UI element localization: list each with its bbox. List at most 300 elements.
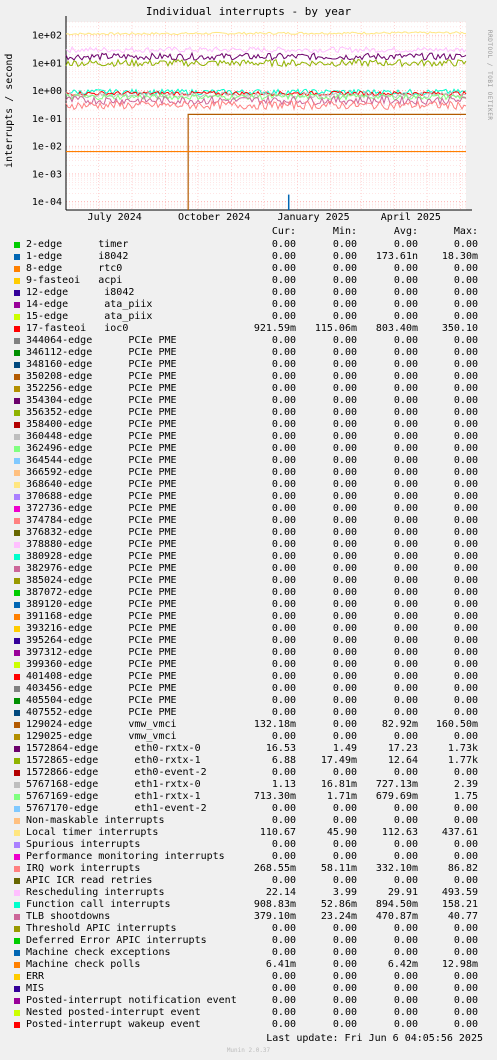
legend-label: 129024-edge vmw_vmci xyxy=(26,719,177,730)
legend-swatch xyxy=(14,974,20,980)
legend-min-value: 0.00 xyxy=(332,347,357,358)
legend-label: Threshold APIC interrupts xyxy=(26,923,177,934)
legend-label: 376832-edge PCIe PME xyxy=(26,527,177,538)
legend-row xyxy=(0,467,497,479)
legend-min-value: 0.00 xyxy=(332,1007,357,1018)
legend-min-value: 45.90 xyxy=(326,827,357,838)
legend-avg-value: 0.00 xyxy=(393,875,418,886)
legend-row xyxy=(0,923,497,935)
legend-swatch xyxy=(14,554,20,560)
legend-label: Deferred Error APIC interrupts xyxy=(26,935,207,946)
legend-swatch xyxy=(14,446,20,452)
legend-cur-value: 0.00 xyxy=(271,671,296,682)
legend-row xyxy=(0,443,497,455)
legend-row xyxy=(0,887,497,899)
legend-label: 5767169-edge eth1-rxtx-1 xyxy=(26,791,201,802)
legend-swatch xyxy=(14,338,20,344)
legend-swatch xyxy=(14,998,20,1004)
legend-max-value: 493.59 xyxy=(441,887,478,898)
legend-avg-value: 0.00 xyxy=(393,647,418,658)
legend-swatch xyxy=(14,782,20,788)
legend-max-value: 18.30m xyxy=(441,251,478,262)
y-tick-label: 1e-02 xyxy=(31,141,62,153)
legend-label: 372736-edge PCIe PME xyxy=(26,503,177,514)
legend-label: 387072-edge PCIe PME xyxy=(26,587,177,598)
x-tick-label: July 2024 xyxy=(87,212,142,223)
legend-cur-value: 921.59m xyxy=(253,323,296,334)
legend-max-value: 0.00 xyxy=(453,695,478,706)
legend-row xyxy=(0,707,497,719)
legend-avg-value: 470.87m xyxy=(375,911,418,922)
legend-label: Local timer interrupts xyxy=(26,827,159,838)
legend-swatch xyxy=(14,866,20,872)
legend-label: 358400-edge PCIe PME xyxy=(26,419,177,430)
legend-label: 14-edge ata_piix xyxy=(26,299,153,310)
legend-cur-value: 0.00 xyxy=(271,455,296,466)
legend-row xyxy=(0,767,497,779)
legend-swatch xyxy=(14,698,20,704)
legend-min-value: 0.00 xyxy=(332,287,357,298)
legend-avg-value: 0.00 xyxy=(393,947,418,958)
legend-swatch xyxy=(14,890,20,896)
legend-cur-value: 0.00 xyxy=(271,335,296,346)
legend-swatch xyxy=(14,410,20,416)
legend-cur-value: 0.00 xyxy=(271,443,296,454)
legend-row xyxy=(0,839,497,851)
legend-row xyxy=(0,743,497,755)
legend-max-value: 158.21 xyxy=(441,899,478,910)
legend-min-value: 0.00 xyxy=(332,431,357,442)
y-tick-label: 1e-01 xyxy=(31,113,62,125)
legend-cur-value: 0.00 xyxy=(271,527,296,538)
legend-min-value: 1.71m xyxy=(326,791,357,802)
legend-max-value: 0.00 xyxy=(453,875,478,886)
legend-label: 1572865-edge eth0-rxtx-1 xyxy=(26,755,201,766)
legend-min-value: 0.00 xyxy=(332,239,357,250)
legend-label: 348160-edge PCIe PME xyxy=(26,359,177,370)
legend-row xyxy=(0,971,497,983)
legend-label: 401408-edge PCIe PME xyxy=(26,671,177,682)
legend-cur-value: 0.00 xyxy=(271,947,296,958)
legend-min-value: 0.00 xyxy=(332,407,357,418)
legend-avg-value: 727.13m xyxy=(375,779,418,790)
legend-label: IRQ work interrupts xyxy=(26,863,141,874)
legend-avg-value: 0.00 xyxy=(393,551,418,562)
y-tick-label: 1e+01 xyxy=(31,58,62,70)
legend-max-value: 0.00 xyxy=(453,467,478,478)
legend-max-value: 0.00 xyxy=(453,419,478,430)
legend-row xyxy=(0,671,497,683)
legend-min-value: 0.00 xyxy=(332,1019,357,1030)
legend-max-value: 0.00 xyxy=(453,599,478,610)
legend-max-value: 0.00 xyxy=(453,935,478,946)
legend-row xyxy=(0,251,497,263)
rrdtool-credit: RRDTOOL / TOBI OETIKER xyxy=(486,30,493,121)
legend-row xyxy=(0,551,497,563)
legend-cur-value: 908.83m xyxy=(253,899,296,910)
legend-label: 1572866-edge eth0-event-2 xyxy=(26,767,207,778)
legend-swatch xyxy=(14,590,20,596)
legend-cur-value: 0.00 xyxy=(271,263,296,274)
legend-swatch xyxy=(14,794,20,800)
legend-label: 350208-edge PCIe PME xyxy=(26,371,177,382)
legend-label: 391168-edge PCIe PME xyxy=(26,611,177,622)
legend-avg-value: 0.00 xyxy=(393,1007,418,1018)
legend-cur-value: 0.00 xyxy=(271,275,296,286)
legend-min-value: 115.06m xyxy=(314,323,357,334)
legend-avg-value: 17.23 xyxy=(387,743,418,754)
legend-cur-value: 0.00 xyxy=(271,971,296,982)
legend-avg-value: 0.00 xyxy=(393,275,418,286)
legend-swatch xyxy=(14,518,20,524)
legend-label: Machine check exceptions xyxy=(26,947,171,958)
legend-row xyxy=(0,323,497,335)
legend-row xyxy=(0,563,497,575)
col-header-min: Min: xyxy=(332,226,357,237)
legend-row xyxy=(0,359,497,371)
legend-min-value: 0.00 xyxy=(332,719,357,730)
legend-max-value: 0.00 xyxy=(453,455,478,466)
legend-swatch xyxy=(14,350,20,356)
legend-swatch xyxy=(14,242,20,248)
y-tick-label: 1e+02 xyxy=(31,30,62,42)
legend-max-value: 0.00 xyxy=(453,1007,478,1018)
legend-max-value: 0.00 xyxy=(453,479,478,490)
legend-cur-value: 6.41m xyxy=(265,959,296,970)
legend-cur-value: 0.00 xyxy=(271,311,296,322)
legend-swatch xyxy=(14,434,20,440)
legend-cur-value: 0.00 xyxy=(271,431,296,442)
legend-avg-value: 6.42m xyxy=(387,959,418,970)
legend-row xyxy=(0,959,497,971)
legend-avg-value: 82.92m xyxy=(381,719,418,730)
legend-label: 356352-edge PCIe PME xyxy=(26,407,177,418)
legend-max-value: 0.00 xyxy=(453,623,478,634)
legend-max-value: 0.00 xyxy=(453,383,478,394)
legend-min-value: 0.00 xyxy=(332,947,357,958)
legend-row xyxy=(0,263,497,275)
legend-cur-value: 0.00 xyxy=(271,839,296,850)
legend-cur-value: 6.88 xyxy=(271,755,296,766)
legend-cur-value: 0.00 xyxy=(271,935,296,946)
legend-row xyxy=(0,515,497,527)
legend-cur-value: 0.00 xyxy=(271,707,296,718)
legend-row xyxy=(0,911,497,923)
legend-row xyxy=(0,827,497,839)
legend-label: 346112-edge PCIe PME xyxy=(26,347,177,358)
legend-row xyxy=(0,455,497,467)
legend-max-value: 0.00 xyxy=(453,671,478,682)
legend-label: MIS xyxy=(26,983,45,994)
legend-label: Rescheduling interrupts xyxy=(26,887,165,898)
legend-min-value: 0.00 xyxy=(332,263,357,274)
legend-row xyxy=(0,779,497,791)
legend-label: 2-edge timer xyxy=(26,239,129,250)
y-tick-label: 1e-04 xyxy=(31,197,62,209)
legend-min-value: 0.00 xyxy=(332,587,357,598)
legend-min-value: 0.00 xyxy=(332,299,357,310)
legend-cur-value: 0.00 xyxy=(271,923,296,934)
legend-avg-value: 0.00 xyxy=(393,599,418,610)
legend-cur-value: 0.00 xyxy=(271,1019,296,1030)
legend-swatch xyxy=(14,362,20,368)
legend-label: 378880-edge PCIe PME xyxy=(26,539,177,550)
legend-avg-value: 0.00 xyxy=(393,623,418,634)
legend-min-value: 17.49m xyxy=(320,755,357,766)
legend-min-value: 0.00 xyxy=(332,815,357,826)
legend-min-value: 0.00 xyxy=(332,731,357,742)
legend-swatch xyxy=(14,374,20,380)
legend-row xyxy=(0,347,497,359)
legend-avg-value: 0.00 xyxy=(393,671,418,682)
legend-label: 366592-edge PCIe PME xyxy=(26,467,177,478)
legend-label: 385024-edge PCIe PME xyxy=(26,575,177,586)
legend-cur-value: 22.14 xyxy=(265,887,296,898)
legend-cur-value: 0.00 xyxy=(271,575,296,586)
legend-min-value: 0.00 xyxy=(332,875,357,886)
legend-min-value: 0.00 xyxy=(332,371,357,382)
legend-avg-value: 0.00 xyxy=(393,983,418,994)
legend-label: 405504-edge PCIe PME xyxy=(26,695,177,706)
legend-swatch xyxy=(14,302,20,308)
legend-row xyxy=(0,755,497,767)
legend-max-value: 0.00 xyxy=(453,923,478,934)
legend-avg-value: 0.00 xyxy=(393,767,418,778)
legend-row xyxy=(0,803,497,815)
legend-max-value: 0.00 xyxy=(453,647,478,658)
legend-cur-value: 0.00 xyxy=(271,695,296,706)
legend-cur-value: 0.00 xyxy=(271,851,296,862)
legend-cur-value: 132.18m xyxy=(253,719,296,730)
legend-min-value: 58.11m xyxy=(320,863,357,874)
legend-row xyxy=(0,611,497,623)
legend-min-value: 0.00 xyxy=(332,767,357,778)
chart-plot xyxy=(0,0,497,226)
legend-max-value: 0.00 xyxy=(453,395,478,406)
legend-min-value: 0.00 xyxy=(332,455,357,466)
legend-max-value: 437.61 xyxy=(441,827,478,838)
legend-swatch xyxy=(14,506,20,512)
legend-min-value: 0.00 xyxy=(332,491,357,502)
legend-row xyxy=(0,575,497,587)
legend-avg-value: 0.00 xyxy=(393,503,418,514)
legend-min-value: 0.00 xyxy=(332,935,357,946)
legend-max-value: 0.00 xyxy=(453,851,478,862)
legend-swatch xyxy=(14,914,20,920)
legend-avg-value: 0.00 xyxy=(393,587,418,598)
legend-cur-value: 0.00 xyxy=(271,587,296,598)
legend-label: ERR xyxy=(26,971,45,982)
legend-cur-value: 379.10m xyxy=(253,911,296,922)
legend-min-value: 0.00 xyxy=(332,671,357,682)
legend-max-value: 0.00 xyxy=(453,551,478,562)
legend-min-value: 0.00 xyxy=(332,467,357,478)
legend-min-value: 0.00 xyxy=(332,311,357,322)
legend-min-value: 0.00 xyxy=(332,983,357,994)
legend-row xyxy=(0,383,497,395)
legend-row xyxy=(0,299,497,311)
legend-label: Spurious interrupts xyxy=(26,839,141,850)
legend-swatch xyxy=(14,926,20,932)
legend-min-value: 0.00 xyxy=(332,995,357,1006)
legend-max-value: 0.00 xyxy=(453,995,478,1006)
legend-cur-value: 0.00 xyxy=(271,287,296,298)
legend-row xyxy=(0,539,497,551)
legend-avg-value: 0.00 xyxy=(393,287,418,298)
legend-swatch xyxy=(14,722,20,728)
legend-swatch xyxy=(14,950,20,956)
legend-max-value: 40.77 xyxy=(447,911,478,922)
legend-label: 399360-edge PCIe PME xyxy=(26,659,177,670)
legend-avg-value: 0.00 xyxy=(393,695,418,706)
legend-max-value: 0.00 xyxy=(453,731,478,742)
legend-avg-value: 0.00 xyxy=(393,539,418,550)
legend-min-value: 0.00 xyxy=(332,851,357,862)
legend-avg-value: 0.00 xyxy=(393,995,418,1006)
legend-label: TLB shootdowns xyxy=(26,911,111,922)
legend-max-value: 12.98m xyxy=(441,959,478,970)
legend-cur-value: 0.00 xyxy=(271,395,296,406)
legend-avg-value: 894.50m xyxy=(375,899,418,910)
legend-cur-value: 0.00 xyxy=(271,539,296,550)
legend-label: 364544-edge PCIe PME xyxy=(26,455,177,466)
legend-label: Function call interrupts xyxy=(26,899,171,910)
legend-min-value: 0.00 xyxy=(332,971,357,982)
legend-swatch xyxy=(14,806,20,812)
legend-swatch xyxy=(14,494,20,500)
legend-avg-value: 0.00 xyxy=(393,395,418,406)
legend-cur-value: 0.00 xyxy=(271,815,296,826)
legend-cur-value: 0.00 xyxy=(271,371,296,382)
legend-row xyxy=(0,947,497,959)
legend-avg-value: 0.00 xyxy=(393,683,418,694)
legend-avg-value: 803.40m xyxy=(375,323,418,334)
legend-label: 15-edge ata_piix xyxy=(26,311,153,322)
legend-label: 17-fasteoi ioc0 xyxy=(26,323,129,334)
legend-min-value: 0.00 xyxy=(332,359,357,370)
legend-avg-value: 0.00 xyxy=(393,923,418,934)
legend-avg-value: 12.64 xyxy=(387,755,418,766)
legend-swatch xyxy=(14,986,20,992)
legend-max-value: 1.73k xyxy=(447,743,478,754)
legend-row xyxy=(0,875,497,887)
legend-row xyxy=(0,239,497,251)
legend-cur-value: 0.00 xyxy=(271,491,296,502)
legend-avg-value: 0.00 xyxy=(393,443,418,454)
legend-max-value: 0.00 xyxy=(453,347,478,358)
legend-max-value: 0.00 xyxy=(453,1019,478,1030)
legend-avg-value: 0.00 xyxy=(393,491,418,502)
legend-min-value: 0.00 xyxy=(332,659,357,670)
legend-cur-value: 110.67 xyxy=(259,827,296,838)
legend-swatch xyxy=(14,422,20,428)
legend-swatch xyxy=(14,1022,20,1028)
legend-min-value: 0.00 xyxy=(332,503,357,514)
legend-cur-value: 0.00 xyxy=(271,767,296,778)
legend-label: 129025-edge vmw_vmci xyxy=(26,731,177,742)
legend-swatch xyxy=(14,818,20,824)
legend-max-value: 0.00 xyxy=(453,563,478,574)
legend-row xyxy=(0,695,497,707)
legend-row xyxy=(0,647,497,659)
legend-cur-value: 713.30m xyxy=(253,791,296,802)
legend-avg-value: 0.00 xyxy=(393,299,418,310)
legend-avg-value: 0.00 xyxy=(393,419,418,430)
legend-max-value: 0.00 xyxy=(453,983,478,994)
legend-min-value: 0.00 xyxy=(332,623,357,634)
legend-swatch xyxy=(14,902,20,908)
legend-row xyxy=(0,983,497,995)
legend-swatch xyxy=(14,662,20,668)
legend-max-value: 0.00 xyxy=(453,971,478,982)
legend-cur-value: 0.00 xyxy=(271,383,296,394)
legend-swatch xyxy=(14,854,20,860)
legend-max-value: 0.00 xyxy=(453,371,478,382)
last-update: Last update: Fri Jun 6 04:05:56 2025 xyxy=(266,1033,483,1044)
legend-label: 352256-edge PCIe PME xyxy=(26,383,177,394)
legend-avg-value: 0.00 xyxy=(393,347,418,358)
legend-row xyxy=(0,419,497,431)
legend-max-value: 0.00 xyxy=(453,839,478,850)
legend-min-value: 0.00 xyxy=(332,383,357,394)
legend-swatch xyxy=(14,566,20,572)
legend-avg-value: 0.00 xyxy=(393,371,418,382)
legend-swatch xyxy=(14,938,20,944)
legend-swatch xyxy=(14,482,20,488)
legend-max-value: 0.00 xyxy=(453,575,478,586)
legend-cur-value: 0.00 xyxy=(271,419,296,430)
col-header-cur: Cur: xyxy=(271,226,296,237)
legend-swatch xyxy=(14,638,20,644)
legend-label: 1-edge i8042 xyxy=(26,251,129,262)
legend-swatch xyxy=(14,650,20,656)
x-tick-label: April 2025 xyxy=(380,212,441,223)
legend-min-value: 52.86m xyxy=(320,899,357,910)
legend-row xyxy=(0,899,497,911)
legend-min-value: 0.00 xyxy=(332,575,357,586)
legend-swatch xyxy=(14,542,20,548)
legend-min-value: 0.00 xyxy=(332,803,357,814)
legend-row xyxy=(0,791,497,803)
legend-max-value: 0.00 xyxy=(453,287,478,298)
legend-swatch xyxy=(14,674,20,680)
legend-row xyxy=(0,683,497,695)
legend-cur-value: 0.00 xyxy=(271,563,296,574)
legend-row xyxy=(0,479,497,491)
legend-min-value: 0.00 xyxy=(332,839,357,850)
legend-avg-value: 0.00 xyxy=(393,263,418,274)
legend-avg-value: 112.63 xyxy=(381,827,418,838)
legend-row xyxy=(0,995,497,1007)
legend-swatch xyxy=(14,686,20,692)
legend-avg-value: 0.00 xyxy=(393,971,418,982)
legend-swatch xyxy=(14,710,20,716)
legend-swatch xyxy=(14,962,20,968)
legend-swatch xyxy=(14,830,20,836)
legend-min-value: 0.00 xyxy=(332,923,357,934)
legend-swatch xyxy=(14,878,20,884)
legend-max-value: 0.00 xyxy=(453,539,478,550)
legend-max-value: 0.00 xyxy=(453,803,478,814)
legend-cur-value: 0.00 xyxy=(271,803,296,814)
legend-row xyxy=(0,635,497,647)
legend-label: 354304-edge PCIe PME xyxy=(26,395,177,406)
legend-avg-value: 0.00 xyxy=(393,431,418,442)
legend-avg-value: 0.00 xyxy=(393,851,418,862)
legend-max-value: 0.00 xyxy=(453,515,478,526)
legend-row xyxy=(0,395,497,407)
legend-label: 395264-edge PCIe PME xyxy=(26,635,177,646)
